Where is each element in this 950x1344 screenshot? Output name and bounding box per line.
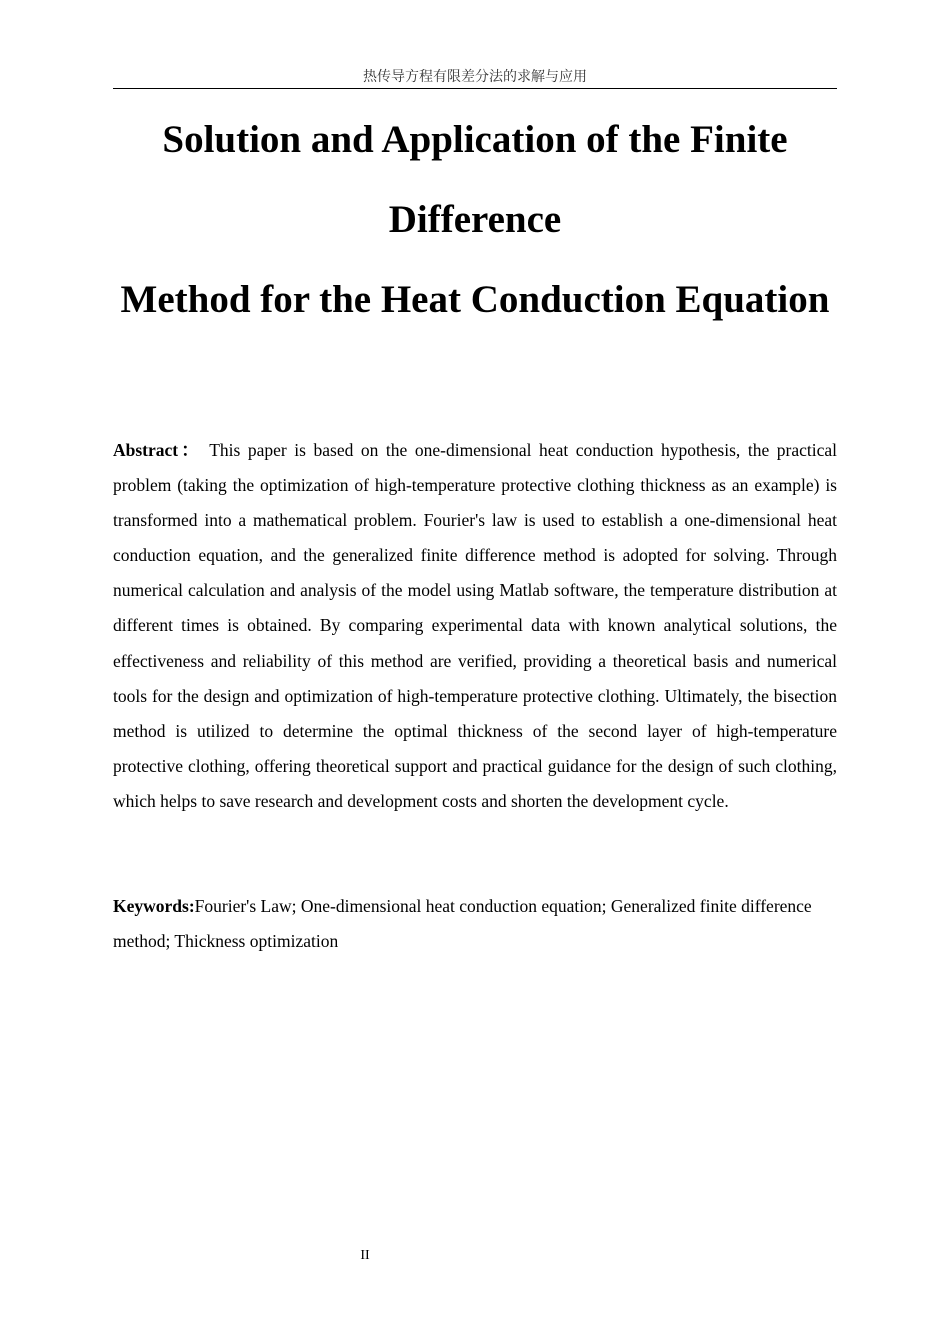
keywords-text: Fourier's Law; One-dimensional heat conduction equation; Generalized finite difference method; Thickness optimization [113,896,812,951]
abstract-label: Abstract： [113,440,202,460]
title-line-2: Difference [388,198,562,241]
title-line-1: Solution and Application of the Finite [162,118,788,161]
title-line-3: Method for the Heat Conduction Equation [120,278,830,321]
page-number: II [360,1248,370,1263]
running-header [113,66,837,89]
keywords-label: Keywords: [113,896,195,916]
keywords-section [113,889,837,959]
running-header-title: 热传导方程有限差分法的求解与应用 [363,69,587,85]
paper-title [60,100,890,340]
abstract-text: This paper is based on the one-dimensional heat conduction hypothesis, the practical problem (taking the optimization of high-temperature protective clothing thickness as an example) is transformed into a mathematical problem. Fourier's law is used to establish a one-dimensional heat conduction equation, and the generalized finite difference method is adopted for solving. Through numerical calculation and analysis of the model using Matlab software, the temperature distribution at different times is obtained. By comparing experimental data with known analytical solutions, the effectiveness and reliability of this method are verified, providing a theoretical basis and numerical tools for the design and optimization of high-temperature protective clothing. Ultimately, the bisection method is utilized to determine the optimal thickness of the second layer of high-temperature protective clothing, offering theoretical support and practical guidance for the design of such clothing, which helps to save research and development costs and shorten the development cycle. [113,440,837,811]
abstract-section [113,433,837,819]
